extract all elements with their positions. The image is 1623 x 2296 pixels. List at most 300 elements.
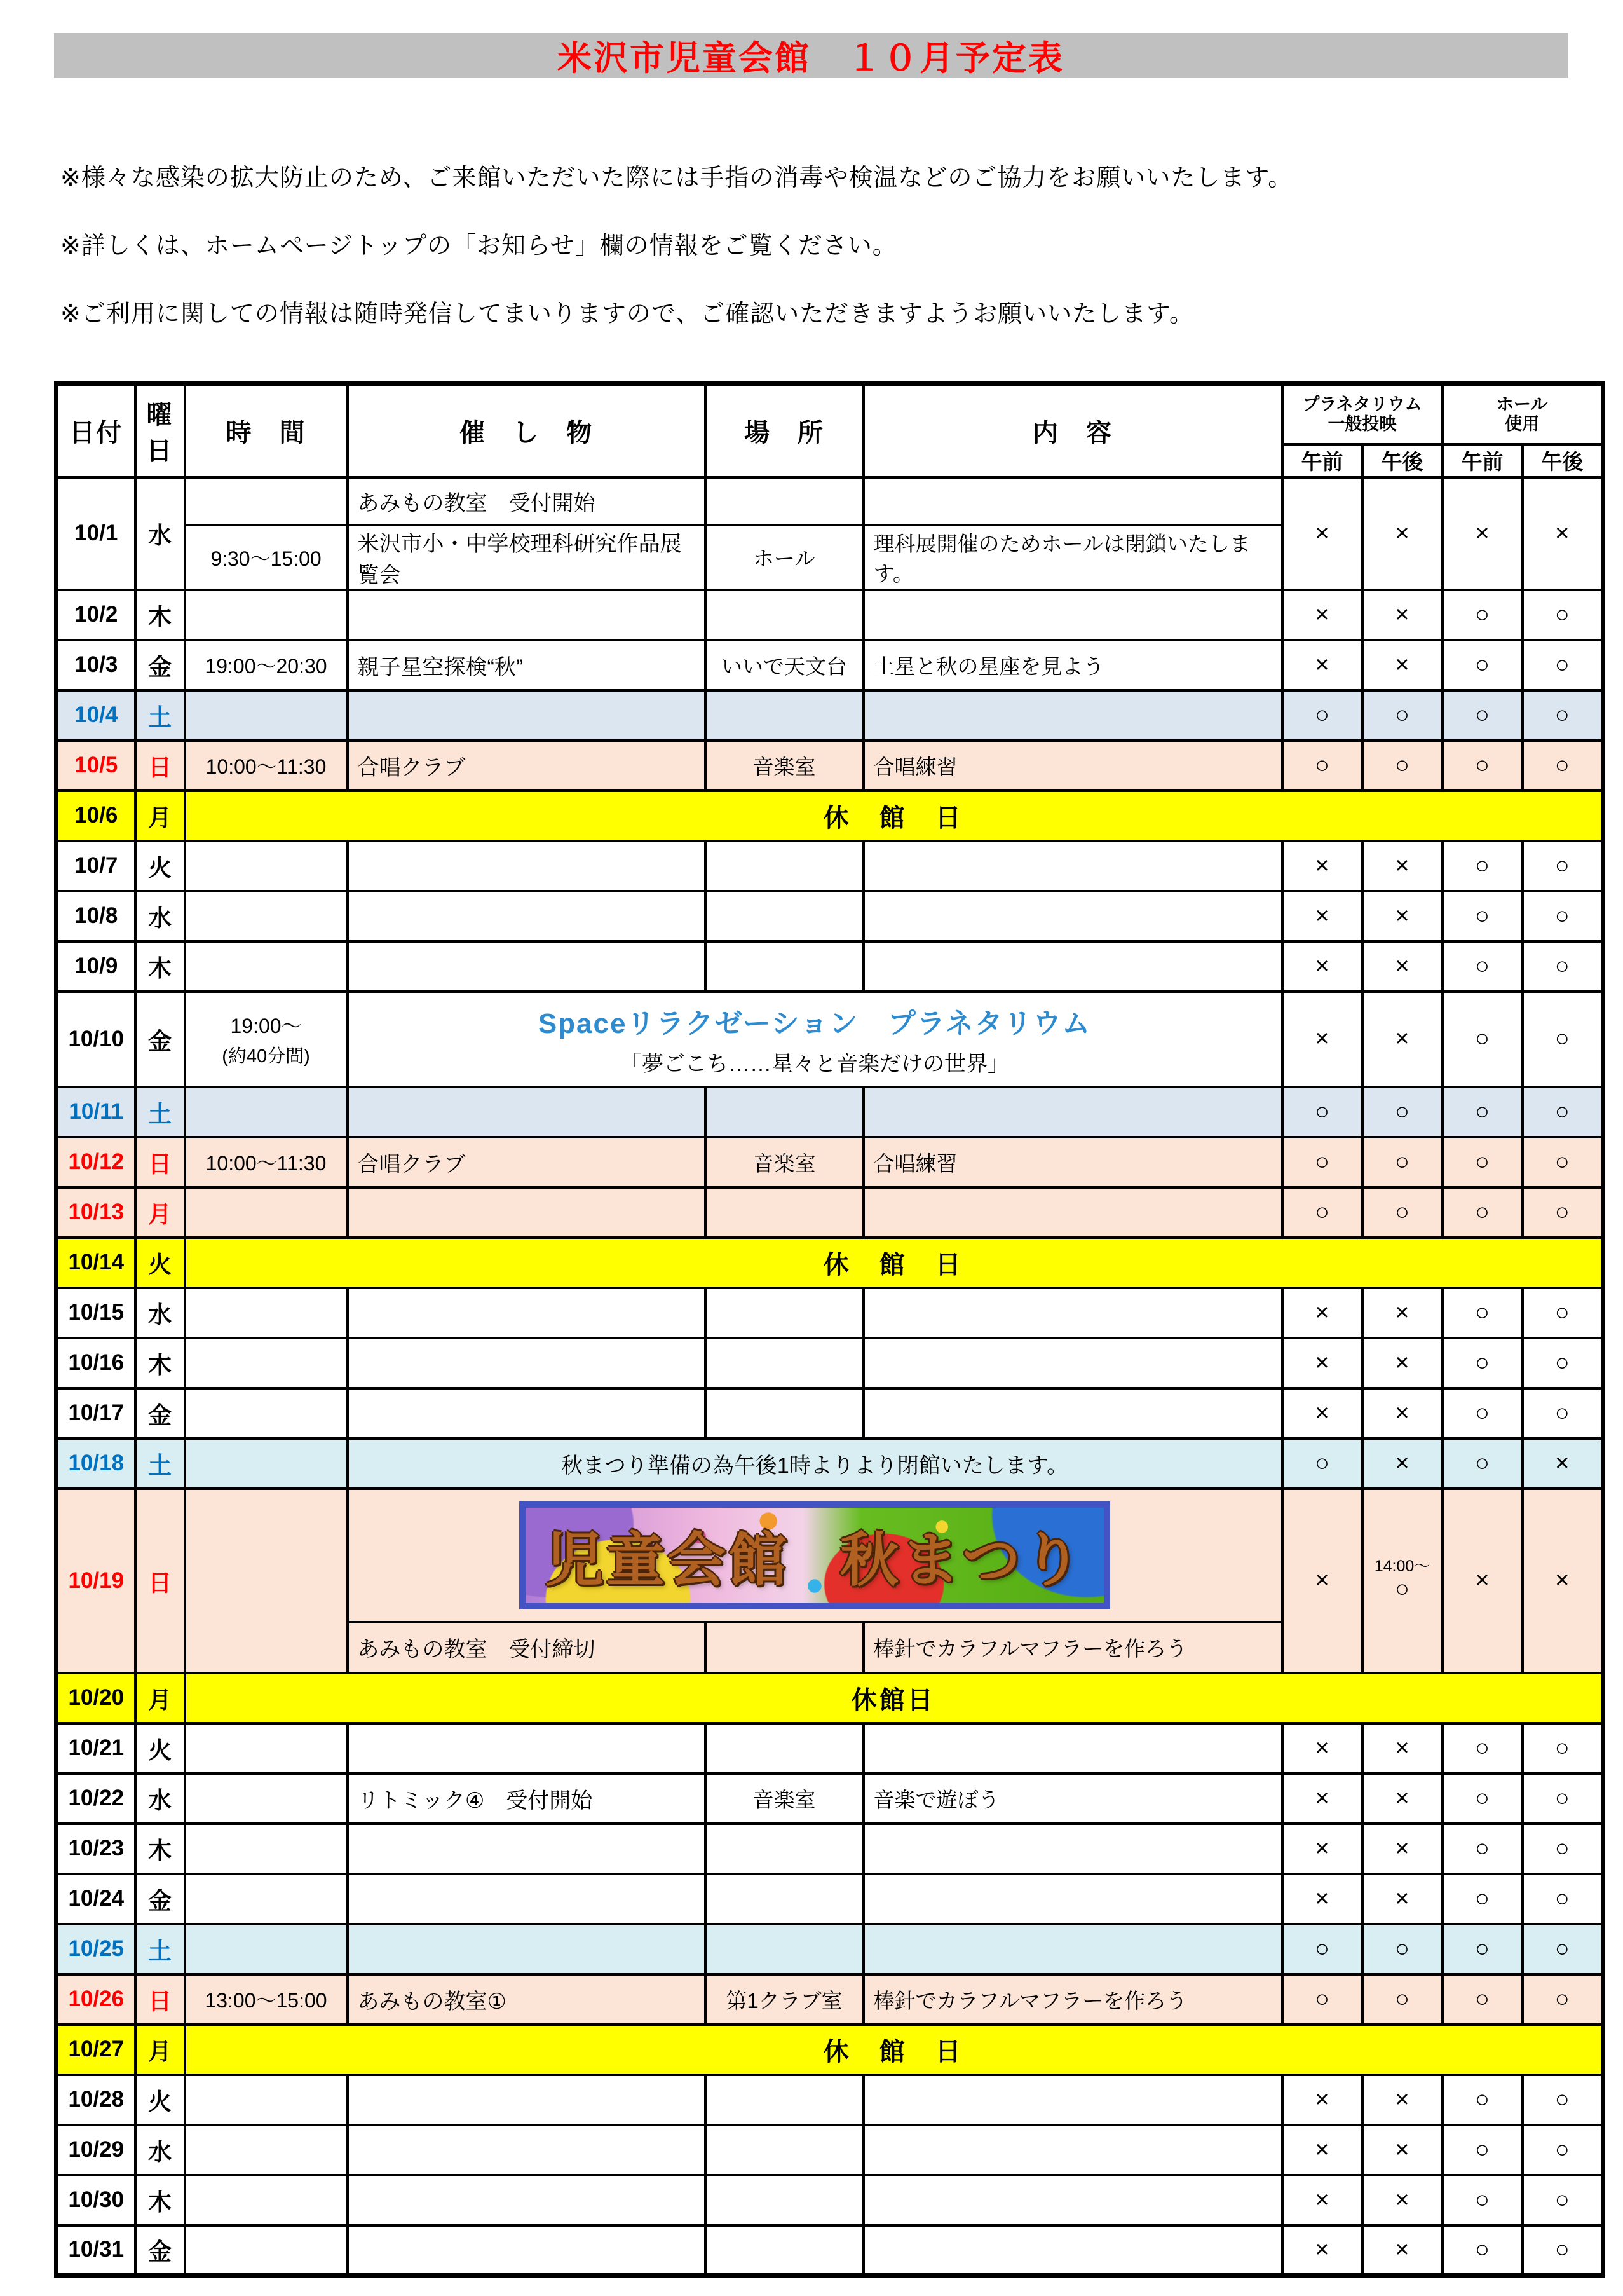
planetarium-pm-mark: ○	[1362, 1974, 1443, 2025]
event-cell	[348, 891, 705, 941]
date-cell: 10/13	[57, 1187, 135, 1238]
hall-pm-mark: ○	[1523, 992, 1603, 1087]
planetarium-pm-mark: ○	[1362, 1924, 1443, 1974]
hall-am-mark: ×	[1443, 1489, 1523, 1673]
day-cell: 木	[135, 590, 185, 640]
event-cell	[348, 1187, 705, 1238]
content-cell	[864, 1388, 1282, 1438]
content-cell: 理科展開催のためホールは閉鎖いたします。	[864, 525, 1282, 590]
hall-pm-mark: ○	[1523, 690, 1603, 741]
day-cell: 土	[135, 1438, 185, 1489]
hall-am-mark: ○	[1443, 1723, 1523, 1773]
hall-am-mark: ○	[1443, 1187, 1523, 1238]
day-cell: 日	[135, 1137, 185, 1187]
date-cell: 10/21	[57, 1723, 135, 1773]
content-cell	[864, 2175, 1282, 2225]
content-cell	[864, 590, 1282, 640]
time-cell	[185, 841, 348, 891]
hall-pm-mark: ○	[1523, 2175, 1603, 2225]
content-cell: 棒針でカラフルマフラーを作ろう	[864, 1974, 1282, 2025]
day-cell: 水	[135, 2125, 185, 2175]
hall-pm-mark: ○	[1523, 941, 1603, 992]
content-cell	[864, 1288, 1282, 1338]
hall-am-mark: ○	[1443, 2075, 1523, 2125]
planetarium-pm-mark: ×	[1362, 590, 1443, 640]
date-cell: 10/16	[57, 1338, 135, 1388]
time-line1: 19:00～	[230, 1015, 302, 1037]
hall-am-mark: ○	[1443, 1773, 1523, 1824]
date-cell: 10/19	[57, 1489, 135, 1673]
content-cell: 音楽で遊ぼう	[864, 1773, 1282, 1824]
date-cell: 10/28	[57, 2075, 135, 2125]
planetarium-am-mark: ×	[1282, 2225, 1362, 2276]
planetarium-pm-mark: ×	[1362, 2225, 1443, 2276]
date-cell: 10/14	[57, 1238, 135, 1288]
planetarium-pm-mark: ×	[1362, 1338, 1443, 1388]
day-cell: 金	[135, 640, 185, 690]
event-cell	[348, 1338, 705, 1388]
content-cell	[864, 1187, 1282, 1238]
event-cell	[348, 590, 705, 640]
hall-pm-mark: ○	[1523, 2225, 1603, 2276]
event-cell: 親子星空探検“秋”	[348, 640, 705, 690]
title-band	[54, 33, 1568, 78]
place-cell: ホール	[705, 525, 864, 590]
hall-am-mark: ○	[1443, 1924, 1523, 1974]
planetarium-pm-mark: ×	[1362, 992, 1443, 1087]
content-cell	[864, 690, 1282, 741]
hall-pm-mark: ○	[1523, 1773, 1603, 1824]
planetarium-am-mark: ○	[1282, 741, 1362, 791]
header-content: 内 容	[864, 384, 1282, 477]
header-time: 時 間	[185, 384, 348, 477]
day-cell: 月	[135, 1673, 185, 1723]
time-cell	[185, 1723, 348, 1773]
hall-am-mark: ○	[1443, 841, 1523, 891]
date-cell: 10/7	[57, 841, 135, 891]
planetarium-pm-mark: ×	[1362, 1288, 1443, 1338]
planetarium-am-mark: ○	[1282, 1438, 1362, 1489]
content-cell	[864, 2075, 1282, 2125]
day-cell: 火	[135, 2075, 185, 2125]
event-cell	[348, 2225, 705, 2276]
content-cell	[864, 2125, 1282, 2175]
date-cell: 10/27	[57, 2025, 135, 2075]
time-cell	[185, 1489, 348, 1673]
date-cell: 10/25	[57, 1924, 135, 1974]
event-cell	[348, 1288, 705, 1338]
day-cell: 土	[135, 1924, 185, 1974]
date-cell: 10/30	[57, 2175, 135, 2225]
time-cell	[185, 1087, 348, 1137]
hall-pm-mark: ○	[1523, 2125, 1603, 2175]
date-cell: 10/15	[57, 1288, 135, 1338]
festival-banner-text-right: 秋まつり	[840, 1527, 1085, 1593]
hall-pm-mark: ○	[1523, 1924, 1603, 1974]
day-cell: 土	[135, 1087, 185, 1137]
planetarium-am-mark: ○	[1282, 1137, 1362, 1187]
content-cell	[864, 2225, 1282, 2276]
planetarium-pm-mark: ○	[1362, 690, 1443, 741]
page-title: 米沢市児童会館 １０月予定表	[557, 39, 1064, 78]
planetarium-am-mark: ×	[1282, 1489, 1362, 1673]
planetarium-am-mark: ×	[1282, 941, 1362, 992]
hall-am-mark: ○	[1443, 2175, 1523, 2225]
hall-pm-mark: ○	[1523, 1974, 1603, 2025]
time-cell	[185, 1438, 348, 1489]
place-cell	[705, 1874, 864, 1924]
content-cell	[864, 1087, 1282, 1137]
planetarium-pm-mark: ○	[1362, 1087, 1443, 1137]
day-cell: 金	[135, 1874, 185, 1924]
header-planetarium-pm: 午後	[1362, 444, 1443, 477]
notice-cell: 秋まつり準備の為午後1時よりより閉館いたします。	[348, 1438, 1282, 1489]
planetarium-am-mark: ○	[1282, 1187, 1362, 1238]
time-cell: 19:00～20:30	[185, 640, 348, 690]
feature-subtitle: 「夢ごこち……星々と音楽だけの世界」	[620, 1052, 1009, 1076]
time-cell	[185, 1338, 348, 1388]
hall-am-mark: ○	[1443, 941, 1523, 992]
event-cell	[348, 2175, 705, 2225]
hall-am-mark: ○	[1443, 741, 1523, 791]
date-cell: 10/22	[57, 1773, 135, 1824]
content-cell: 合唱練習	[864, 1137, 1282, 1187]
event-cell	[348, 1723, 705, 1773]
closed-day-cell: 休館日	[185, 1673, 1603, 1723]
event-cell: 合唱クラブ	[348, 1137, 705, 1187]
day-cell: 水	[135, 1773, 185, 1824]
place-cell	[705, 2225, 864, 2276]
content-cell: 棒針でカラフルマフラーを作ろう	[864, 1622, 1282, 1673]
hall-pm-mark: ○	[1523, 891, 1603, 941]
planetarium-am-mark: ×	[1282, 1338, 1362, 1388]
event-cell	[348, 2125, 705, 2175]
feature-title: Spaceリラクゼーション プラネタリウム	[538, 1008, 1092, 1039]
event-cell	[348, 841, 705, 891]
place-cell	[705, 2175, 864, 2225]
planetarium-pm-mark: ×	[1362, 1723, 1443, 1773]
day-cell: 日	[135, 741, 185, 791]
hall-am-mark: ○	[1443, 640, 1523, 690]
content-cell	[864, 1338, 1282, 1388]
hall-am-mark: ○	[1443, 2125, 1523, 2175]
planetarium-pm-time: 14:00～	[1374, 1557, 1430, 1576]
planetarium-pm-mark: ×	[1362, 841, 1443, 891]
planetarium-am-mark: ×	[1282, 1824, 1362, 1874]
event-cell: あみもの教室 受付締切	[348, 1622, 705, 1673]
hall-pm-mark: ○	[1523, 1087, 1603, 1137]
planetarium-am-mark: ×	[1282, 841, 1362, 891]
hall-am-mark: ○	[1443, 590, 1523, 640]
place-cell	[705, 941, 864, 992]
hall-pm-mark: ○	[1523, 1187, 1603, 1238]
planetarium-am-mark: ×	[1282, 477, 1362, 590]
planetarium-am-mark: ×	[1282, 1388, 1362, 1438]
notes	[60, 158, 1560, 362]
place-cell: 音楽室	[705, 1137, 864, 1187]
time-cell	[185, 477, 348, 525]
hall-am-mark: ○	[1443, 891, 1523, 941]
planetarium-am-mark: ×	[1282, 2175, 1362, 2225]
header-place: 場 所	[705, 384, 864, 477]
closed-day-cell: 休 館 日	[185, 791, 1603, 841]
festival-banner-cell	[348, 1489, 1282, 1622]
day-cell: 木	[135, 941, 185, 992]
time-cell	[185, 992, 348, 1087]
planetarium-pm-mark: ×	[1362, 1773, 1443, 1824]
planetarium-pm-mark: ×	[1362, 2075, 1443, 2125]
date-cell: 10/3	[57, 640, 135, 690]
hall-am-mark: ○	[1443, 1288, 1523, 1338]
planetarium-am-mark: ○	[1282, 1087, 1362, 1137]
note-line: ※ご利用に関しての情報は随時発信してまいりますので、ご確認いただきますようお願いいたします。	[60, 301, 1195, 327]
hall-pm-mark: ○	[1523, 841, 1603, 891]
event-cell	[348, 2075, 705, 2125]
date-cell: 10/23	[57, 1824, 135, 1874]
planetarium-am-mark: ×	[1282, 992, 1362, 1087]
place-cell	[705, 2075, 864, 2125]
content-cell	[864, 1874, 1282, 1924]
content-cell	[864, 891, 1282, 941]
planetarium-pm-mark: ×	[1362, 1388, 1443, 1438]
hall-am-mark: ○	[1443, 1338, 1523, 1388]
header-day: 曜日	[135, 384, 185, 477]
time-cell: 9:30～15:00	[185, 525, 348, 590]
planetarium-pm-mark: ×	[1362, 2125, 1443, 2175]
header-hall	[1443, 384, 1603, 444]
hall-pm-mark: ×	[1523, 1489, 1603, 1673]
header-date: 日付	[57, 384, 135, 477]
date-cell: 10/18	[57, 1438, 135, 1489]
event-cell	[348, 1087, 705, 1137]
header-planetarium-l1: プラネタリウム	[1302, 394, 1422, 414]
planetarium-pm-mark: ×	[1362, 1438, 1443, 1489]
header-planetarium-am: 午前	[1282, 444, 1362, 477]
event-cell	[348, 941, 705, 992]
time-cell	[185, 2075, 348, 2125]
date-cell: 10/20	[57, 1673, 135, 1723]
festival-banner-image	[519, 1501, 1110, 1609]
date-cell: 10/26	[57, 1974, 135, 2025]
festival-banner-text-left: 児童会館	[545, 1527, 789, 1593]
place-cell	[705, 1388, 864, 1438]
planetarium-am-mark: ×	[1282, 1773, 1362, 1824]
closed-day-cell: 休 館 日	[185, 2025, 1603, 2075]
hall-am-mark: ○	[1443, 1388, 1523, 1438]
date-cell: 10/29	[57, 2125, 135, 2175]
event-cell	[348, 1924, 705, 1974]
date-cell: 10/12	[57, 1137, 135, 1187]
event-cell	[348, 690, 705, 741]
hall-pm-mark: ○	[1523, 1288, 1603, 1338]
planetarium-pm-mark	[1362, 1489, 1443, 1673]
planetarium-pm-mark: ×	[1362, 640, 1443, 690]
place-cell	[705, 1187, 864, 1238]
hall-am-mark: ○	[1443, 1874, 1523, 1924]
date-cell: 10/31	[57, 2225, 135, 2276]
day-cell: 木	[135, 1824, 185, 1874]
hall-pm-mark: ○	[1523, 2075, 1603, 2125]
hall-pm-mark: ×	[1523, 1438, 1603, 1489]
date-cell: 10/24	[57, 1874, 135, 1924]
planetarium-am-mark: ×	[1282, 590, 1362, 640]
note-line: ※様々な感染の拡大防止のため、ご来館いただいた際には手指の消毒や検温などのご協力をお願いいたします。	[60, 165, 1293, 191]
time-line2: (約40分間)	[222, 1046, 310, 1067]
day-cell: 火	[135, 1723, 185, 1773]
day-cell: 水	[135, 477, 185, 590]
header-planetarium-l2: 一般投映	[1328, 414, 1397, 434]
hall-am-mark: ○	[1443, 690, 1523, 741]
content-cell: 土星と秋の星座を見よう	[864, 640, 1282, 690]
day-cell: 土	[135, 690, 185, 741]
place-cell	[705, 1723, 864, 1773]
time-cell	[185, 1824, 348, 1874]
note-line: ※詳しくは、ホームページトップの「お知らせ」欄の情報をご覧ください。	[60, 233, 897, 259]
content-cell	[864, 477, 1282, 525]
time-cell	[185, 2175, 348, 2225]
time-cell	[185, 690, 348, 741]
planetarium-am-mark: ×	[1282, 1874, 1362, 1924]
header-hall-l1: ホール	[1497, 394, 1548, 414]
header-hall-l2: 使用	[1505, 414, 1540, 434]
time-cell	[185, 1288, 348, 1338]
hall-am-mark: ○	[1443, 992, 1523, 1087]
planetarium-pm-mark: ×	[1362, 941, 1443, 992]
header-planetarium	[1282, 384, 1443, 444]
hall-am-mark: ○	[1443, 2225, 1523, 2276]
header-hall-pm: 午後	[1523, 444, 1603, 477]
planetarium-am-mark: ○	[1282, 690, 1362, 741]
hall-pm-mark: ○	[1523, 1824, 1603, 1874]
planetarium-am-mark: ○	[1282, 1924, 1362, 1974]
time-cell: 10:00～11:30	[185, 1137, 348, 1187]
day-cell: 火	[135, 1238, 185, 1288]
hall-am-mark: ○	[1443, 1974, 1523, 2025]
date-cell: 10/6	[57, 791, 135, 841]
place-cell: 音楽室	[705, 741, 864, 791]
place-cell	[705, 1622, 864, 1673]
place-cell	[705, 891, 864, 941]
content-cell	[864, 941, 1282, 992]
planetarium-pm-mark: ×	[1362, 477, 1443, 590]
day-cell: 木	[135, 1338, 185, 1388]
planetarium-am-mark: ×	[1282, 1723, 1362, 1773]
place-cell	[705, 1824, 864, 1874]
planetarium-am-mark: ○	[1282, 1974, 1362, 2025]
planetarium-am-mark: ×	[1282, 2125, 1362, 2175]
date-cell: 10/9	[57, 941, 135, 992]
hall-am-mark: ○	[1443, 1824, 1523, 1874]
planetarium-pm-mark: ○	[1362, 1137, 1443, 1187]
hall-pm-mark: ○	[1523, 640, 1603, 690]
place-cell	[705, 1924, 864, 1974]
date-cell: 10/2	[57, 590, 135, 640]
header-hall-am: 午前	[1443, 444, 1523, 477]
date-cell: 10/17	[57, 1388, 135, 1438]
place-cell	[705, 590, 864, 640]
event-cell: リトミック④ 受付開始	[348, 1773, 705, 1824]
day-cell: 金	[135, 2225, 185, 2276]
day-cell: 日	[135, 1489, 185, 1673]
day-cell: 月	[135, 2025, 185, 2075]
content-cell	[864, 1924, 1282, 1974]
event-cell: あみもの教室①	[348, 1974, 705, 2025]
place-cell	[705, 690, 864, 741]
place-cell	[705, 2125, 864, 2175]
time-cell	[185, 590, 348, 640]
planetarium-pm-mark: ×	[1362, 2175, 1443, 2225]
planetarium-pm-mark: ×	[1362, 1874, 1443, 1924]
time-cell	[185, 1187, 348, 1238]
closed-day-cell: 休 館 日	[185, 1238, 1603, 1288]
day-cell: 日	[135, 1974, 185, 2025]
hall-am-mark: ○	[1443, 1438, 1523, 1489]
hall-pm-mark: ○	[1523, 1338, 1603, 1388]
hall-am-mark: ○	[1443, 1087, 1523, 1137]
content-cell	[864, 1723, 1282, 1773]
time-cell	[185, 941, 348, 992]
date-cell: 10/8	[57, 891, 135, 941]
time-cell	[185, 1924, 348, 1974]
place-cell	[705, 1288, 864, 1338]
date-cell: 10/4	[57, 690, 135, 741]
header-event: 催 し 物	[348, 384, 705, 477]
content-cell	[864, 1824, 1282, 1874]
place-cell: 第1クラブ室	[705, 1974, 864, 2025]
place-cell	[705, 841, 864, 891]
time-cell: 10:00～11:30	[185, 741, 348, 791]
planetarium-am-mark: ×	[1282, 640, 1362, 690]
date-cell: 10/5	[57, 741, 135, 791]
hall-pm-mark: ×	[1523, 477, 1603, 590]
event-cell: 米沢市小・中学校理科研究作品展覧会	[348, 525, 705, 590]
content-cell: 合唱練習	[864, 741, 1282, 791]
planetarium-pm-mark: ×	[1362, 1824, 1443, 1874]
planetarium-am-mark: ×	[1282, 891, 1362, 941]
time-cell	[185, 1874, 348, 1924]
schedule-table	[54, 381, 1605, 2278]
place-cell: 音楽室	[705, 1773, 864, 1824]
planetarium-pm-mark: ○	[1362, 741, 1443, 791]
planetarium-am-mark: ×	[1282, 1288, 1362, 1338]
date-cell: 10/1	[57, 477, 135, 590]
hall-am-mark: ×	[1443, 477, 1523, 590]
time-cell	[185, 2225, 348, 2276]
time-cell	[185, 891, 348, 941]
hall-pm-mark: ○	[1523, 590, 1603, 640]
planetarium-am-mark: ×	[1282, 2075, 1362, 2125]
hall-pm-mark: ○	[1523, 1874, 1603, 1924]
event-cell	[348, 1388, 705, 1438]
place-cell: いいで天文台	[705, 640, 864, 690]
time-cell: 13:00～15:00	[185, 1974, 348, 2025]
place-cell	[705, 1338, 864, 1388]
day-cell: 水	[135, 891, 185, 941]
day-cell: 金	[135, 992, 185, 1087]
time-cell	[185, 1773, 348, 1824]
hall-pm-mark: ○	[1523, 741, 1603, 791]
hall-am-mark: ○	[1443, 1137, 1523, 1187]
day-cell: 金	[135, 1388, 185, 1438]
place-cell	[705, 477, 864, 525]
planetarium-pm-mark: ×	[1362, 891, 1443, 941]
place-cell	[705, 1087, 864, 1137]
date-cell: 10/10	[57, 992, 135, 1087]
planetarium-pm-mark: ○	[1362, 1187, 1443, 1238]
hall-pm-mark: ○	[1523, 1137, 1603, 1187]
event-cell	[348, 1824, 705, 1874]
event-cell	[348, 1874, 705, 1924]
